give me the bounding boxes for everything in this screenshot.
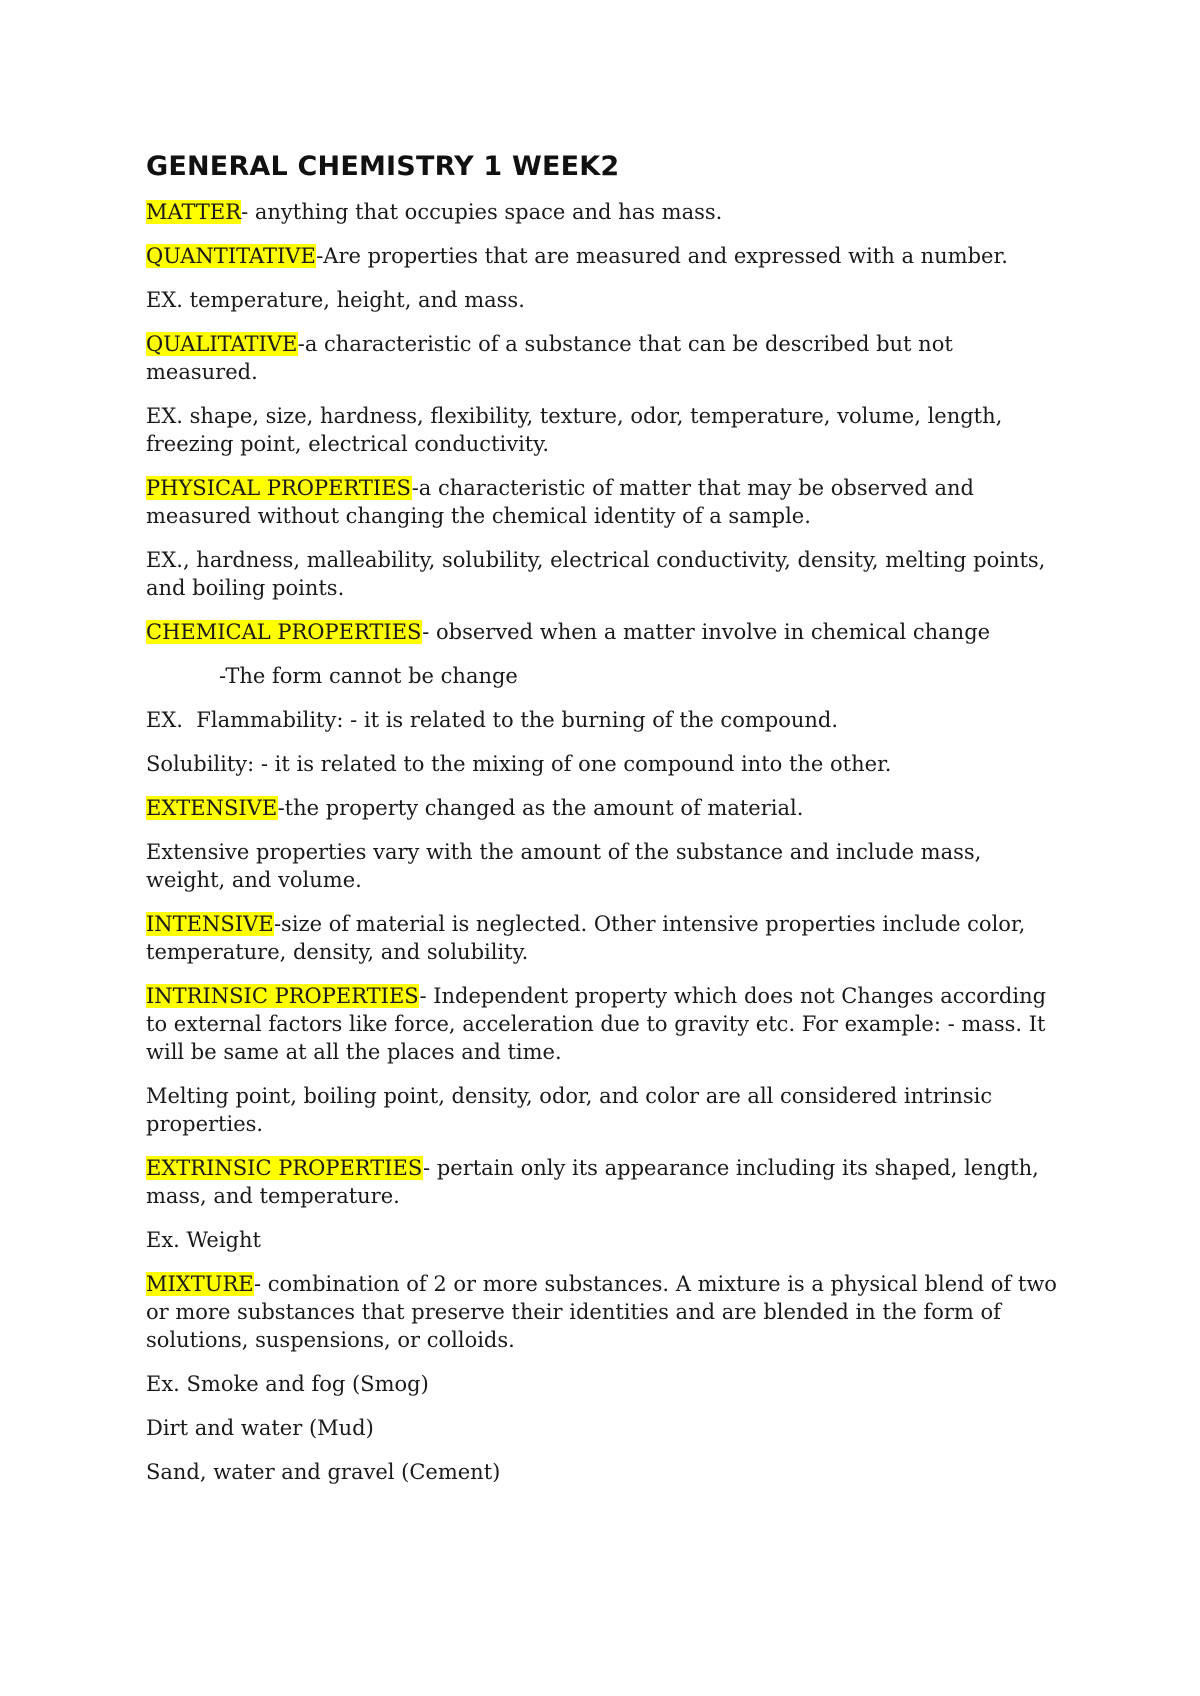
- paragraph-mixture: [146, 1270, 1066, 1354]
- paragraph-intensive: [146, 910, 1066, 966]
- paragraph-quantitative-example: [146, 286, 1066, 314]
- paragraph-text: EX., hardness, malleability, solubility, electrical conductivity, density, melting points, and boiling points.: [146, 548, 1046, 600]
- paragraph-mixture-example-smog: [146, 1370, 1066, 1398]
- paragraph-solubility: [146, 750, 1066, 778]
- paragraph-intrinsic-properties: [146, 982, 1066, 1066]
- paragraph-text: EX. Flammability: - it is related to the burning of the compound.: [146, 708, 839, 732]
- paragraph-extrinsic-properties: [146, 1154, 1066, 1210]
- paragraph-text: -size of material is neglected. Other intensive properties include color, temperature, density, and solubility.: [146, 912, 1026, 964]
- paragraph-intrinsic-detail: [146, 1082, 1066, 1138]
- paragraph-extensive: [146, 794, 1066, 822]
- paragraph-chemical-properties: [146, 618, 1066, 646]
- paragraph-physical-properties: [146, 474, 1066, 530]
- paragraph-chemical-note: [146, 662, 1066, 690]
- paragraph-text: EX. shape, size, hardness, flexibility, texture, odor, temperature, volume, length, freezing point, electrical conductivity.: [146, 404, 1003, 456]
- term-highlight: INTRINSIC PROPERTIES: [146, 984, 420, 1008]
- paragraph-qualitative-example: [146, 402, 1066, 458]
- paragraph-text: -the property changed as the amount of material.: [277, 796, 804, 820]
- paragraph-text: - anything that occupies space and has mass.: [241, 200, 723, 224]
- paragraph-text: -a characteristic of matter that may be observed and measured without changing the chemical identity of a sample.: [146, 476, 974, 528]
- term-highlight: PHYSICAL PROPERTIES: [146, 476, 412, 500]
- paragraph-mixture-example-mud: [146, 1414, 1066, 1442]
- paragraph-text: - pertain only its appearance including its shaped, length, mass, and temperature.: [146, 1156, 1039, 1208]
- paragraph-text: EX. temperature, height, and mass.: [146, 288, 525, 312]
- paragraph-extrinsic-example: [146, 1226, 1066, 1254]
- paragraph-text: Ex. Weight: [146, 1228, 261, 1252]
- term-highlight: EXTRINSIC PROPERTIES: [146, 1156, 424, 1180]
- paragraph-text: Extensive properties vary with the amount of the substance and include mass, weight, and volume.: [146, 840, 982, 892]
- paragraph-extensive-detail: [146, 838, 1066, 894]
- term-highlight: QUALITATIVE: [146, 332, 298, 356]
- paragraph-text: - combination of 2 or more substances. A mixture is a physical blend of two or more substances that preserve their identities and are blended in the form of solutions, suspensions, or colloids.: [146, 1272, 1057, 1352]
- term-highlight: MATTER: [146, 200, 242, 224]
- term-highlight: QUANTITATIVE: [146, 244, 317, 268]
- paragraph-text: Dirt and water (Mud): [146, 1416, 374, 1440]
- paragraph-text: - Independent property which does not Changes according to external factors like force, acceleration due to gravity etc. For example: - mass. It will be same at all the places and time.: [146, 984, 1047, 1064]
- paragraph-text: Solubility: - it is related to the mixing of one compound into the other.: [146, 752, 892, 776]
- document-title: GENERAL CHEMISTRY 1 WEEK2: [146, 151, 620, 182]
- paragraph-text: -a characteristic of a substance that can be described but not measured.: [146, 332, 953, 384]
- paragraph-physical-example: [146, 546, 1066, 602]
- paragraph-flammability: [146, 706, 1066, 734]
- paragraph-text: - observed when a matter involve in chemical change: [422, 620, 991, 644]
- paragraph-text: -The form cannot be change: [219, 664, 518, 688]
- paragraph-text: -Are properties that are measured and expressed with a number.: [316, 244, 1008, 268]
- paragraph-matter: [146, 198, 1066, 226]
- term-highlight: MIXTURE: [146, 1272, 254, 1296]
- document-body: [146, 150, 1066, 1502]
- paragraph-text: Melting point, boiling point, density, odor, and color are all considered intrinsic properties.: [146, 1084, 993, 1136]
- paragraph-mixture-example-cement: [146, 1458, 1066, 1486]
- term-highlight: EXTENSIVE: [146, 796, 278, 820]
- paragraph-text: Ex. Smoke and fog (Smog): [146, 1372, 429, 1396]
- paragraph-qualitative: [146, 330, 1066, 386]
- term-highlight: CHEMICAL PROPERTIES: [146, 620, 423, 644]
- paragraph-quantitative: [146, 242, 1066, 270]
- paragraph-text: Sand, water and gravel (Cement): [146, 1460, 501, 1484]
- term-highlight: INTENSIVE: [146, 912, 274, 936]
